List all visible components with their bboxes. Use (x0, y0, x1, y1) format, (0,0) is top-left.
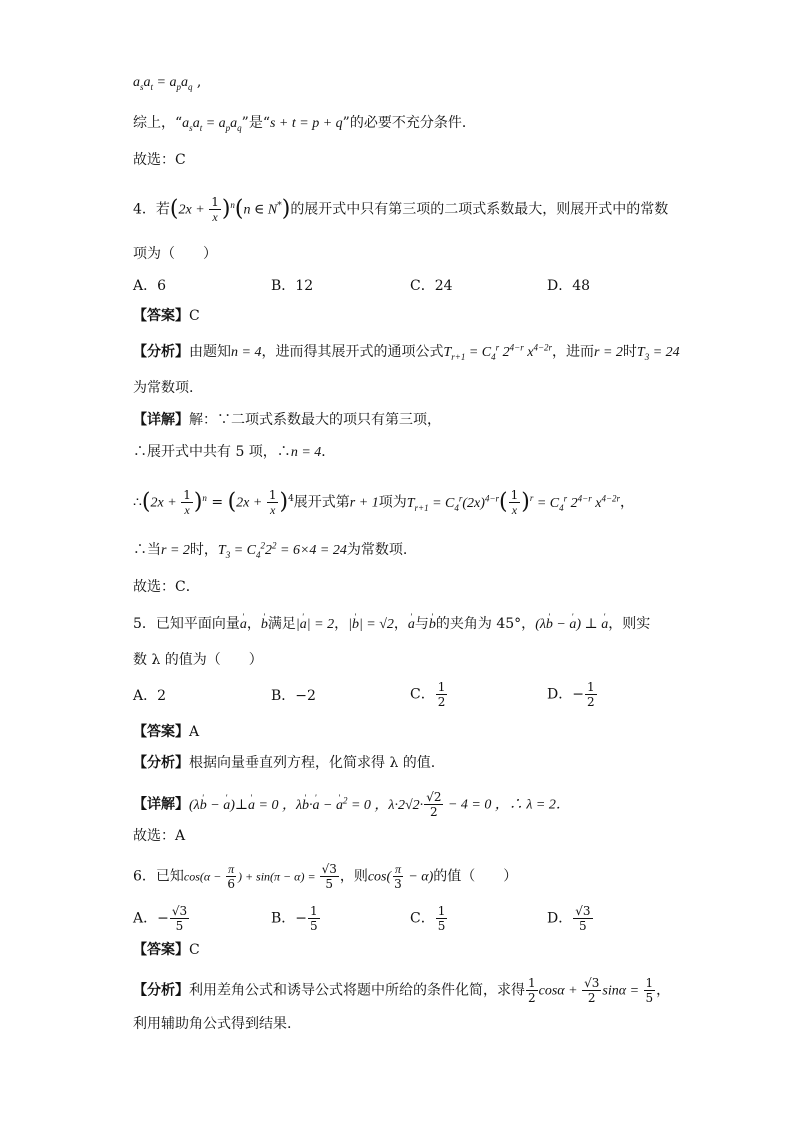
answer-line: 【答案】A (133, 724, 200, 740)
text: ”的必要不充分条件． (342, 115, 476, 131)
option-c: C． $\frac{1}{5}$ (410, 904, 446, 933)
analysis-line: 【分析】利用差角公式和诱导公式将题中所给的条件化简，求得 $\frac{1}{2}$ cosα + $\frac{√3}{2}$ sinα = $\frac{1}{5}$ ， (133, 976, 671, 1005)
option-b: B．− $\frac{1}{5}$ (271, 904, 318, 933)
answer-tag: 【答案】 (133, 308, 189, 324)
option-a: A．2 (133, 688, 167, 704)
question-4-stem: 4．若(2x + $\frac{1}{x}$ )$^n$(n ∈ N*)的展开式中只有第三项的二项式系数最大，则展开式中的常数 (133, 195, 669, 224)
equation: s + t = p + q (269, 116, 343, 131)
answer-line (133, 306, 200, 326)
text: 综上，“ (133, 115, 183, 131)
analysis-line: 【分析】根据向量垂直列方程，化简求得 λ 的值. (133, 755, 436, 771)
equation-line: $a_sa_t = a_pa_q$ , (133, 74, 202, 92)
equation: $a_sa_t = a_pa_q$ (133, 75, 193, 92)
equation: $a_sa_t = a_pa_q$ (182, 116, 242, 133)
option-d: D．− $\frac{1}{2}$ (547, 680, 595, 709)
detail-line-2: ∴展开式中共有 5 项，∴n = 4． (133, 444, 336, 460)
analysis-cont: 为常数项. (133, 380, 194, 396)
analysis-cont: 利用辅助角公式得到结果. (133, 1016, 292, 1032)
conclusion-line (133, 113, 476, 134)
question-4-cont: 项为（ ） (133, 246, 217, 262)
question-6-stem: 6．已知cos(α − $\frac{\pi}{6}$ ) + sin(π − α) = $\frac{√3}{5}$ ，则cos( $\frac{\pi}{3}$ − α)的值（ ） (133, 862, 518, 891)
question-number: 4．若 (133, 201, 170, 218)
answer-select-line: 故选：C (133, 152, 186, 168)
answer-select-line: 故选：C． (133, 579, 200, 595)
detail-line-1: 【详解】解：∵二项式系数最大的项只有第三项， (133, 412, 441, 428)
answer-select-line: 故选：A (133, 828, 186, 844)
analysis-line: 【分析】由题知n = 4，进而得其展开式的通项公式$T_{r+1} = C_4^r$ $2^{4-r}$ $x^{4-2r}$，进而r = 2时$T_3 = 24$ (133, 342, 680, 362)
option-d: D． $\frac{√3}{5}$ (547, 904, 591, 933)
question-5-stem: 5．已知平面向量' a，' b满足|' a| = 2，|' b| = √2，' a与' b的夹角为 45°，(λ' b − ' a) ⊥ ' a，则实 (133, 614, 650, 635)
detail-tag: 【详解】 (133, 412, 189, 428)
answer-line: 【答案】C (133, 942, 200, 958)
option-a: A．− $\frac{√3}{5}$ (133, 904, 188, 933)
analysis-tag: 【分析】 (133, 344, 189, 360)
detail-line: 【详解】(λ' b − ' a)⊥' a = 0 ，λ' b·' a − ' $a^2 = 0$ ，λ·2√2· $\frac{√2}{2}$ − 4 = 0 ，∴ λ = 2． (133, 790, 570, 819)
question-5-cont: 数 λ 的值为（ ） (133, 652, 263, 668)
detail-line-3: ∴(2x + $\frac{1}{x}$ )$^n$ = (2x + $\frac{1}{x}$ )$^4$展开式第r + 1项为$T_{r+1} = C_4^r(2x)^{4-r}$( $\frac{1}{x}$ )$^r = C_4^r$ $2^{4-r}$ $x^{4-2r}$， (133, 488, 635, 517)
answer-value: C (189, 308, 200, 324)
option-c: C． $\frac{1}{2}$ (410, 680, 446, 709)
option-b: B．12 (271, 278, 314, 294)
detail-line-4: ∴当r = 2时，$T_3 = C_4^22^2 = 6\times 4 = 24$为常数项. (133, 540, 408, 560)
question-text: 的展开式中只有第三项的二项式系数最大，则展开式中的常数 (290, 201, 669, 218)
option-b: B．−2 (271, 688, 316, 704)
text: ”是“ (241, 115, 270, 131)
option-d: D．48 (547, 278, 591, 294)
option-c: C．24 (410, 278, 453, 294)
option-a: A．6 (133, 278, 167, 294)
